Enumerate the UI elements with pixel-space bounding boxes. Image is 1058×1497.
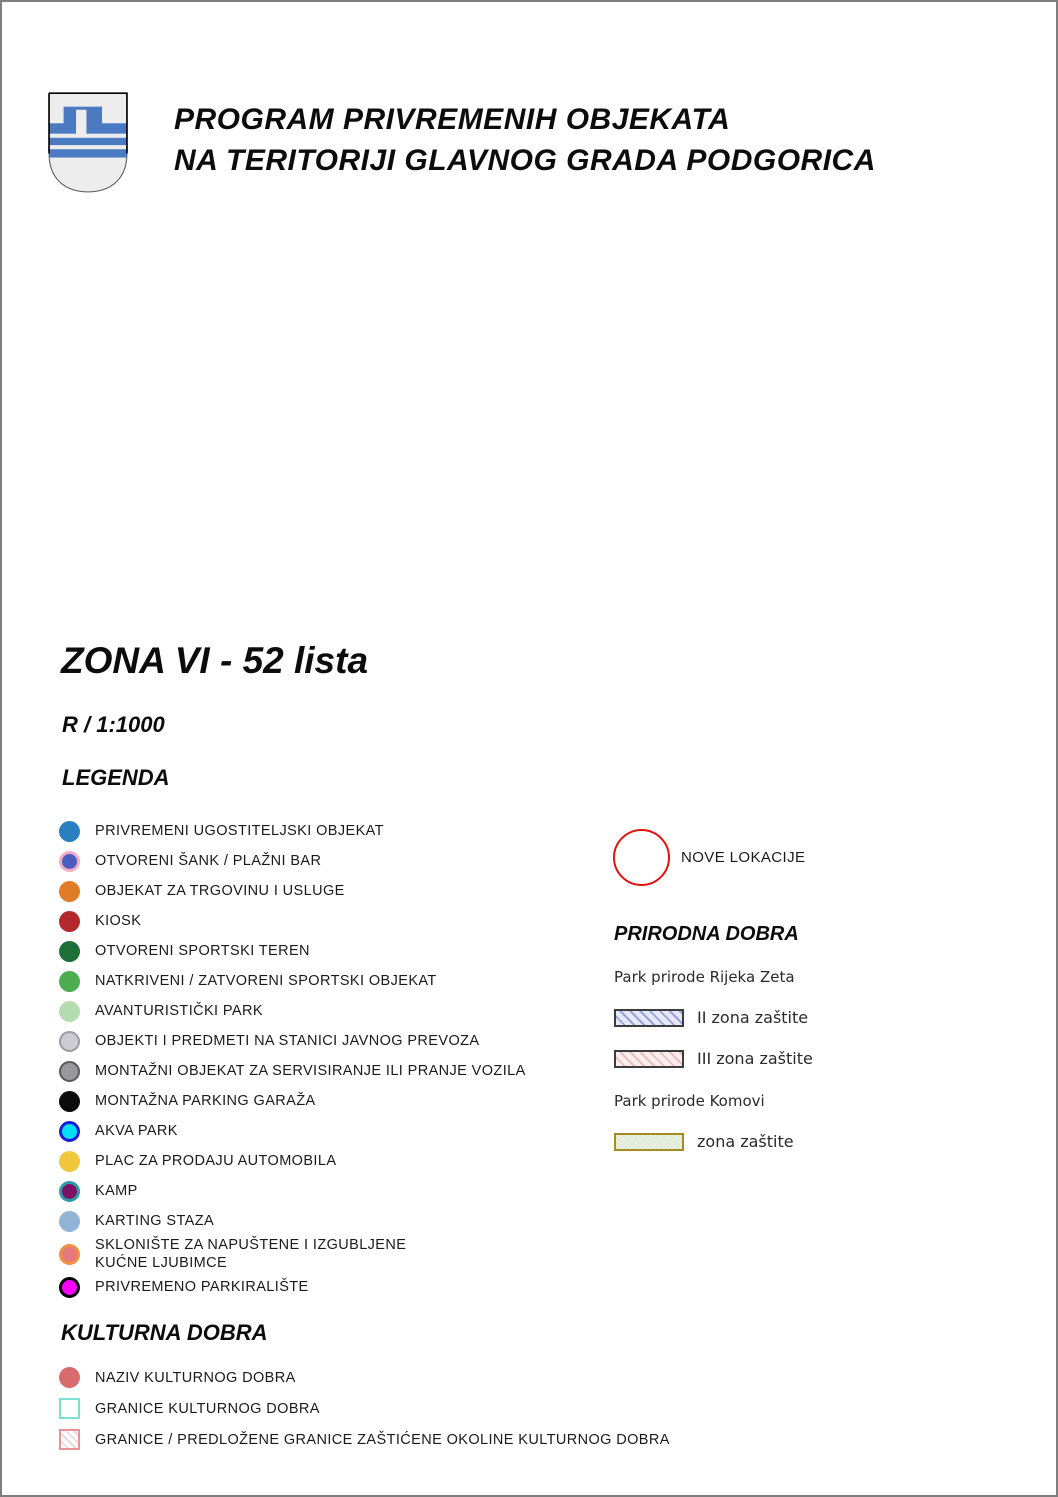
- legend-item: [59, 846, 599, 876]
- legend-item: [59, 1056, 599, 1086]
- legend-item: [59, 936, 599, 966]
- new-location-circle-icon: [613, 829, 670, 886]
- legend-circle-icon: [59, 1061, 80, 1082]
- legend-circle-icon: [59, 851, 80, 872]
- legend-circle-icon: [59, 911, 80, 932]
- legend-circle-icon: [59, 1031, 80, 1052]
- legend-circle-icon: [59, 1091, 80, 1112]
- legend-item-label: MONTAŽNI OBJEKAT ZA SERVISIRANJE ILI PRANJE VOZILA: [95, 1063, 526, 1079]
- legend-item-label: AKVA PARK: [95, 1123, 178, 1139]
- legend-circle-icon: [59, 1211, 80, 1232]
- prirodna-dobra-heading: PRIRODNA DOBRA: [614, 923, 799, 945]
- protection-zone-item: [614, 1049, 1014, 1068]
- prirodna-dobra-list: [614, 968, 1014, 1151]
- legend-heading: LEGENDA: [62, 765, 170, 790]
- protection-zone-item: [614, 1008, 1014, 1027]
- legend-item-label: AVANTURISTIČKI PARK: [95, 1003, 263, 1019]
- kulturna-dobra-heading: KULTURNA DOBRA: [61, 1320, 268, 1345]
- park-group-name: Park prirode Rijeka Zeta: [614, 968, 795, 986]
- protection-zone-label: II zona zaštite: [697, 1008, 809, 1027]
- legend-circle-icon: [59, 1244, 80, 1265]
- legend-item-label: OTVORENI ŠANK / PLAŽNI BAR: [95, 853, 322, 869]
- document-title-line1: PROGRAM PRIVREMENIH OBJEKATA: [174, 103, 731, 136]
- zone-title: ZONA VI - 52 lista: [61, 640, 369, 681]
- legend-square-icon: [59, 1398, 80, 1419]
- legend-item-label: OBJEKAT ZA TRGOVINU I USLUGE: [95, 883, 345, 899]
- legend-item-label: KIOSK: [95, 913, 142, 929]
- zone-hatch-swatch-icon: [614, 1133, 684, 1151]
- podgorica-coat-of-arms-logo: [48, 92, 128, 198]
- legend-circle-icon: [59, 1277, 80, 1298]
- legend-item: [59, 1236, 599, 1272]
- legend-item-label: GRANICE / PREDLOŽENE GRANICE ZAŠTIĆENE OKOLINE KULTURNOG DOBRA: [95, 1431, 670, 1448]
- document-title-line2: NA TERITORIJI GLAVNOG GRADA PODGORICA: [174, 144, 876, 177]
- legend-item: [59, 996, 599, 1026]
- legend-item: [59, 876, 599, 906]
- legend-square-icon: [59, 1429, 80, 1450]
- nove-lokacije-item: [613, 829, 805, 886]
- legend-item: [59, 1116, 599, 1146]
- legend-item: [59, 1146, 599, 1176]
- protection-zone-item: [614, 1132, 1014, 1151]
- protection-zone-label: zona zaštite: [697, 1132, 794, 1151]
- legend-item: [59, 1393, 679, 1424]
- kulturna-dobra-list: [59, 1362, 679, 1455]
- legend-item: [59, 1362, 679, 1393]
- legend-item: [59, 1424, 679, 1455]
- legend-item: [59, 906, 599, 936]
- legend-item-label: PLAC ZA PRODAJU AUTOMOBILA: [95, 1153, 337, 1169]
- legend-item-label: KAMP: [95, 1183, 138, 1199]
- legend-item: [59, 1206, 599, 1236]
- legend-item: [59, 1086, 599, 1116]
- legend-item-label: OBJEKTI I PREDMETI NA STANICI JAVNOG PREVOZA: [95, 1033, 480, 1049]
- legend-item-label: PRIVREMENI UGOSTITELJSKI OBJEKAT: [95, 823, 384, 839]
- legend-item: [59, 1176, 599, 1206]
- legend-circle-icon: [59, 941, 80, 962]
- legend-item-label: MONTAŽNA PARKING GARAŽA: [95, 1093, 316, 1109]
- legend-circle-icon: [59, 821, 80, 842]
- park-group-name: Park prirode Komovi: [614, 1092, 765, 1110]
- shield-icon: [48, 92, 128, 193]
- zone-hatch-swatch-icon: [614, 1009, 684, 1027]
- legend-item: [59, 966, 599, 996]
- protection-zone-label: III zona zaštite: [697, 1049, 813, 1068]
- legend-circle-icon: [59, 1151, 80, 1172]
- legend-item-label: GRANICE KULTURNOG DOBRA: [95, 1400, 320, 1417]
- document-title: [174, 99, 876, 181]
- zone-hatch-swatch-icon: [614, 1050, 684, 1068]
- legend-item-label: PRIVREMENO PARKIRALIŠTE: [95, 1279, 309, 1295]
- legend-item-label: OTVORENI SPORTSKI TEREN: [95, 943, 310, 959]
- legend-item-label: SKLONIŠTE ZA NAPUŠTENE I IZGUBLJENE KUĆNE LJUBIMCE: [95, 1237, 407, 1271]
- legend-circle-icon: [59, 1367, 80, 1388]
- map-scale: R / 1:1000: [62, 712, 165, 737]
- legend-item-label: NAZIV KULTURNOG DOBRA: [95, 1369, 296, 1386]
- legend-circle-icon: [59, 1001, 80, 1022]
- legend-item: [59, 1272, 599, 1302]
- legend-item: [59, 1026, 599, 1056]
- legend-circle-icon: [59, 881, 80, 902]
- legend-circle-icon: [59, 1121, 80, 1142]
- legend-list: [59, 816, 599, 1302]
- legend-item-label: KARTING STAZA: [95, 1213, 215, 1229]
- legend-circle-icon: [59, 1181, 80, 1202]
- legend-item-label: NATKRIVENI / ZATVORENI SPORTSKI OBJEKAT: [95, 973, 437, 989]
- nove-lokacije-label: NOVE LOKACIJE: [681, 849, 806, 866]
- spacer: [614, 1068, 1014, 1092]
- legend-circle-icon: [59, 971, 80, 992]
- legend-item: [59, 816, 599, 846]
